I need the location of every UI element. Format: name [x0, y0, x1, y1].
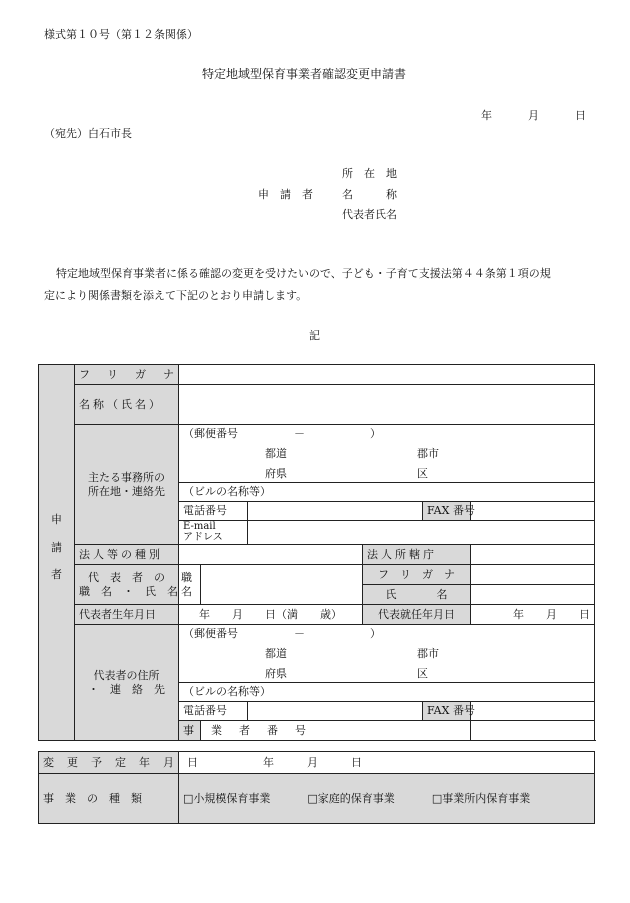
applicant-side-label: 申 請 者 [39, 365, 75, 741]
form-number: 様式第１０号（第１２条関係） [44, 28, 198, 41]
rep-postal-row[interactable]: （郵便番号 － ） [179, 625, 595, 643]
rep-birth-label: 代表者生年月日 [75, 605, 179, 625]
office-tel-label: 電話番号 [179, 502, 248, 521]
office-email-label: E-mail アドレス [179, 521, 248, 545]
date-month: 月 [528, 109, 539, 122]
rep-tel-input[interactable] [248, 702, 423, 721]
rep-fax-input[interactable] [471, 702, 595, 721]
rep-position-input[interactable] [201, 565, 363, 605]
rep-name-label: 代 表 者 の 職 名 ・ 氏 名 [75, 565, 179, 605]
option-small-scale[interactable]: □小規模保育事業 [183, 791, 271, 805]
rep-shimei-input[interactable] [471, 585, 595, 605]
addressee: （宛先）白石市長 [44, 127, 132, 140]
office-postal-row[interactable]: （郵便番号 － ） [179, 425, 595, 443]
change-date-input[interactable]: 年 月 日 [179, 752, 595, 774]
rep-since-input[interactable]: 年 月 日 [471, 605, 595, 625]
business-type-label: 事 業 の 種 類 [39, 774, 179, 824]
page-title: 特定地域型保育事業者確認変更申請書 [202, 67, 407, 81]
office-address-input[interactable]: 都道 府県 郡市 区 [179, 443, 595, 483]
rep-position-label: 職 名 [179, 565, 201, 605]
date-year: 年 [481, 109, 492, 122]
corp-type-input[interactable] [179, 545, 363, 565]
office-fax-label: FAX 番号 [423, 502, 471, 521]
rep-fax-label: FAX 番号 [423, 702, 471, 721]
business-number-label: 事 業 者 番 号 [179, 721, 201, 741]
rep-since-label: 代表就任年月日 [363, 605, 471, 625]
change-table [38, 751, 595, 824]
furigana-input[interactable] [179, 365, 595, 385]
option-workplace[interactable]: □事業所内保育事業 [431, 791, 531, 805]
rep-furigana-label: フ リ ガ ナ [363, 565, 471, 585]
change-date-label: 変 更 予 定 年 月 日 [39, 752, 179, 774]
office-fax-input[interactable] [471, 502, 595, 521]
ki-heading: 記 [309, 329, 320, 342]
application-table [38, 364, 595, 741]
business-number-extra[interactable] [471, 721, 595, 741]
rep-furigana-input[interactable] [471, 565, 595, 585]
name-label: 名称（氏名） [75, 385, 179, 425]
rep-birth-input[interactable]: 年 月 日（満 歳） [179, 605, 363, 625]
rep-address-input[interactable]: 都道 府県 郡市 区 [179, 643, 595, 683]
body-text-line-2: 定により関係書類を添えて下記のとおり申請します。 [44, 289, 308, 302]
business-type-options [179, 774, 595, 824]
corp-office-label: 法人所轄庁 [363, 545, 471, 565]
rep-address-label: 代表者の住所 ・ 連 絡 先 [75, 625, 179, 741]
rep-shimei-label: 氏 名 [363, 585, 471, 605]
rep-tel-label: 電話番号 [179, 702, 248, 721]
applicant-name-label: 名 称 [342, 188, 397, 201]
name-input[interactable] [179, 385, 595, 425]
applicant-location-label: 所 在 地 [342, 167, 397, 180]
applicant-label: 申 請 者 [258, 188, 313, 201]
option-home-based[interactable]: □家庭的保育事業 [307, 791, 395, 805]
rep-building-input[interactable]: （ビルの名称等） [179, 683, 595, 702]
applicant-rep-label: 代表者氏名 [342, 208, 397, 221]
date-day: 日 [575, 109, 586, 122]
body-text-line-1: 特定地域型保育事業者に係る確認の変更を受けたいので、子ども・子育て支援法第４４条第１項の規 [56, 267, 551, 280]
corp-type-label: 法人等の種別 [75, 545, 179, 565]
office-email-input[interactable] [248, 521, 595, 545]
furigana-label: フ リ ガ ナ [75, 365, 179, 385]
office-tel-input[interactable] [248, 502, 423, 521]
office-building-input[interactable]: （ビルの名称等） [179, 483, 595, 502]
corp-office-input[interactable] [471, 545, 595, 565]
office-label: 主たる事務所の 所在地・連絡先 [75, 425, 179, 545]
